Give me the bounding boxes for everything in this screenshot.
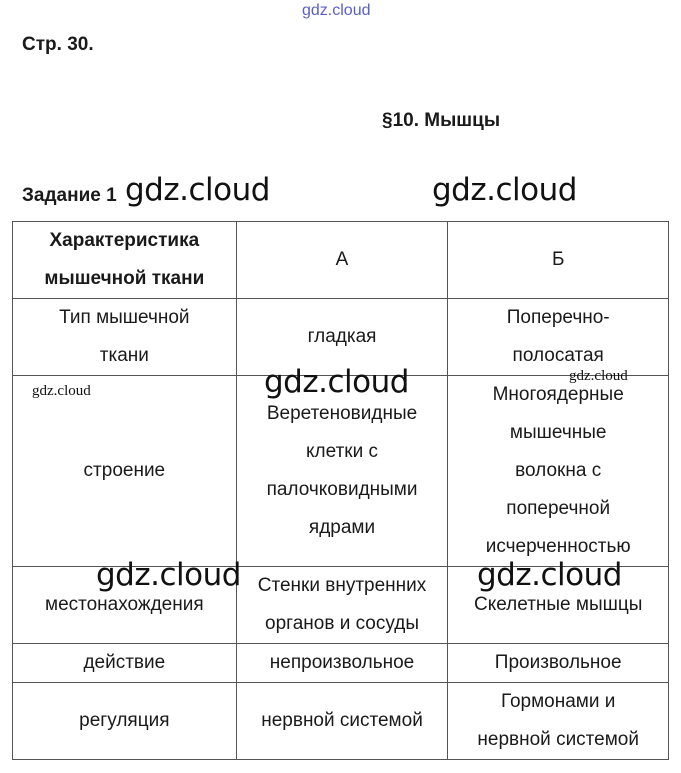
cell-b: Скелетные мышцы (448, 567, 669, 644)
watermark-small: gdz.cloud (569, 368, 628, 384)
watermark-top: gdz.cloud (302, 2, 371, 19)
page-label: Стр. 30. (22, 34, 94, 55)
row-label: строение (13, 376, 237, 567)
watermark-small: gdz.cloud (32, 383, 91, 399)
section-title: §10. Мышцы (382, 110, 501, 131)
table-row (13, 683, 669, 760)
cell-a: Стенки внутренних органов и сосуды (236, 567, 448, 644)
row-label: регуляция (13, 683, 237, 760)
tissue-table (12, 221, 669, 760)
table-row (13, 376, 669, 567)
header-characteristic: Характеристика мышечной ткани (13, 222, 237, 299)
cell-b: Гормонами и нервной системой (448, 683, 669, 760)
row-label: действие (13, 644, 237, 683)
cell-b: Произвольное (448, 644, 669, 683)
cell-a: непроизвольное (236, 644, 448, 683)
watermark-big: gdz.cloud (264, 364, 409, 400)
header-col-a: А (236, 222, 448, 299)
table-row (13, 644, 669, 683)
watermark-big: gdz.cloud (125, 172, 270, 208)
task-label: Задание 1 (22, 185, 117, 206)
table-header-row (13, 222, 669, 299)
watermark-big: gdz.cloud (96, 557, 241, 593)
row-label: местонахождения (13, 567, 237, 644)
row-label: Тип мышечной ткани (13, 299, 237, 376)
cell-b: Поперечно- полосатая (448, 299, 669, 376)
header-col-b: Б (448, 222, 669, 299)
watermark-big: gdz.cloud (477, 557, 622, 593)
cell-b: Многоядерные мышечные волокна с поперечной исчерченностью (448, 376, 669, 567)
cell-a: нервной системой (236, 683, 448, 760)
watermark-big: gdz.cloud (432, 172, 577, 208)
cell-a: гладкая (236, 299, 448, 376)
cell-a: Веретеновидные клетки с палочковидными ядрами (236, 376, 448, 567)
